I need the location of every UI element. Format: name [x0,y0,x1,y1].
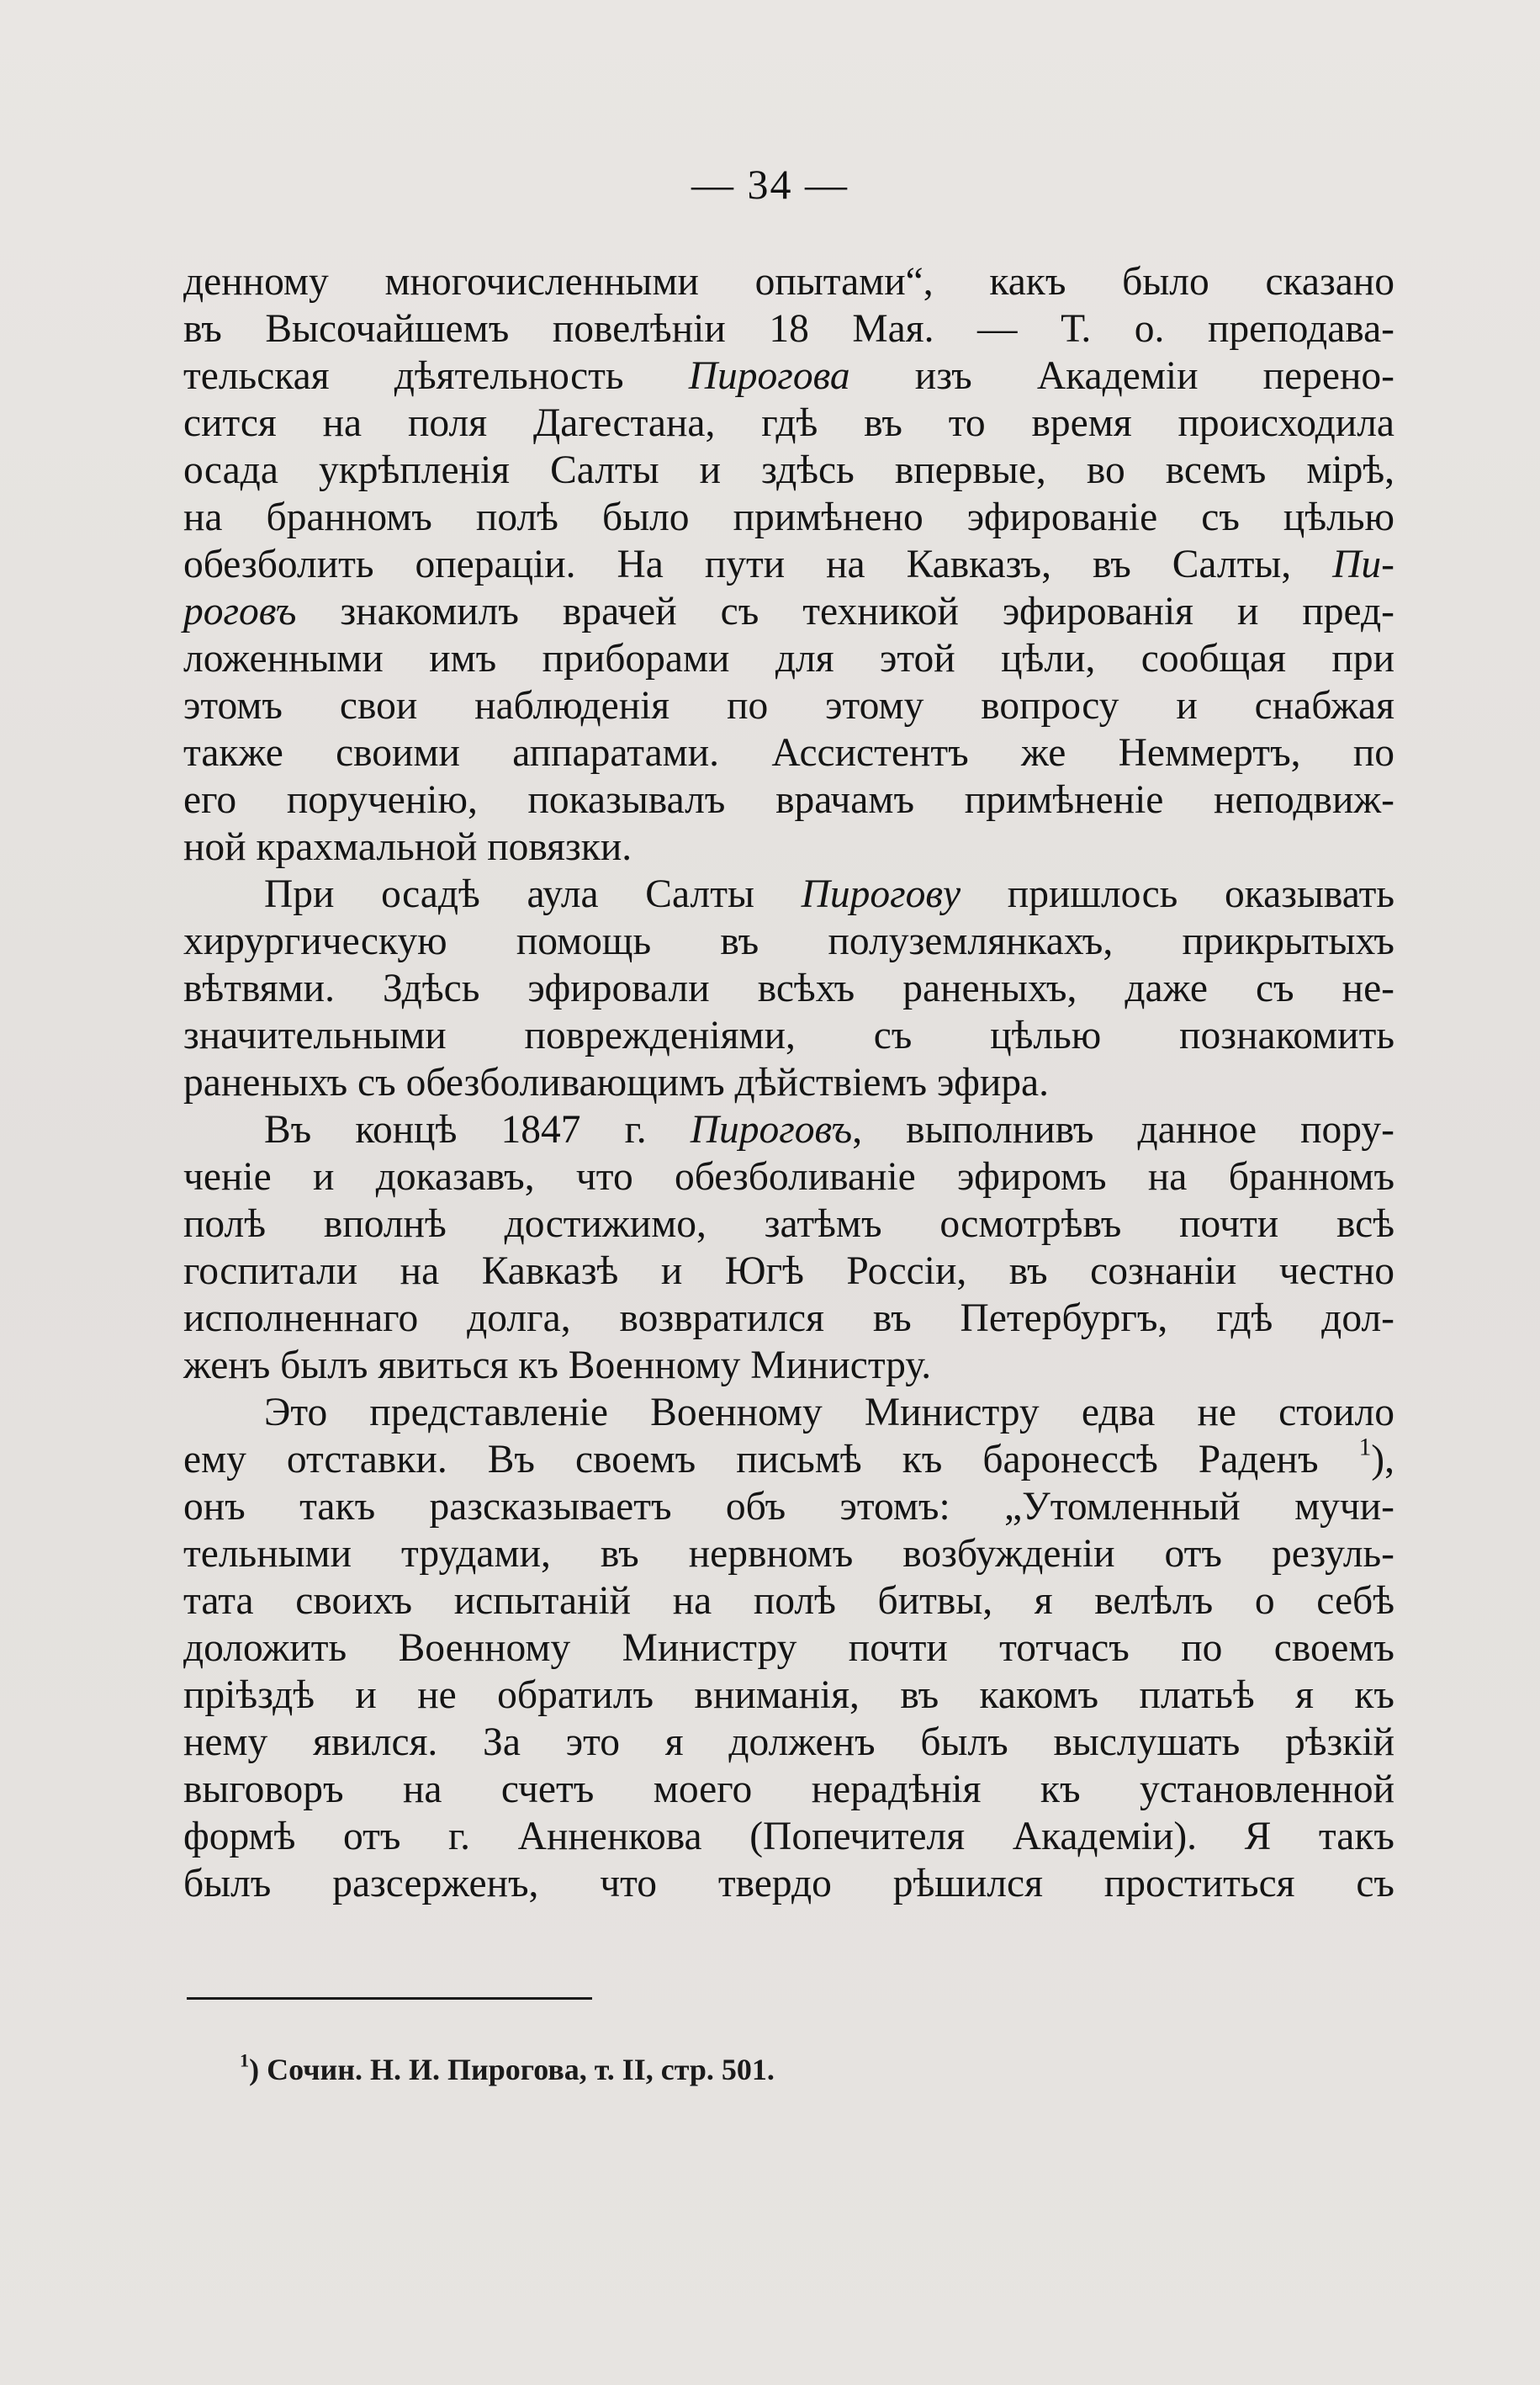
text-line: ченіе и доказавъ, что обезболиваніе эфиромъ на бранномъ [183,1155,1394,1199]
italic-name: роговъ [183,590,297,633]
text-line: денному многочисленными опытами“, какъ было сказано [183,260,1394,304]
italic-name: Пироговъ [690,1108,853,1152]
body-text [183,258,1394,1907]
footnote-text: ) Сочин. Н. И. Пирогова, т. II, стр. 501. [249,2053,775,2086]
text-line: исполненнаго долга, возвратился въ Петербургъ, гдѣ дол- [183,1296,1394,1340]
text-line: тельская дѣятельность Пирогова изъ Академіи перено- [183,354,1394,398]
text-line: Это представленіе Военному Министру едва не стоило [264,1391,1394,1434]
text-line: формѣ отъ г. Анненкова (Попечителя Академіи). Я такъ [183,1815,1394,1858]
text-line: вѣтвями. Здѣсь эфировали всѣхъ раненыхъ, даже съ не- [183,967,1394,1010]
text-line: женъ былъ явиться къ Военному Министру. [183,1344,932,1387]
text-line: выговоръ на счетъ моего нерадѣнія къ установленной [183,1768,1394,1811]
italic-name: Пирогову [801,872,961,916]
text-line: онъ такъ разсказываетъ объ этомъ: „Утомленный мучи- [183,1485,1394,1529]
text-line: осада укрѣпленія Салты и здѣсь впервые, во всемъ мірѣ, [183,448,1394,492]
text-line: полѣ вполнѣ достижимо, затѣмъ осмотрѣвъ почти всѣ [183,1202,1394,1246]
text-line: раненыхъ съ обезболивающимъ дѣйствіемъ эфира. [183,1061,1049,1105]
text-line: хирургическую помощь въ полуземлянкахъ, прикрытыхъ [183,920,1394,963]
text-line: значительными поврежденіями, съ цѣлью познакомить [183,1014,1394,1057]
text-line: При осадѣ аула Салты Пирогову пришлось оказывать [264,872,1394,916]
text-line: роговъ знакомилъ врачей съ техникой эфированія и пред- [183,590,1394,633]
footnote-reference: 1 [1358,1434,1372,1461]
text-line: пріѣздѣ и не обратилъ вниманія, въ какомъ платьѣ я къ [183,1673,1394,1717]
text-line: нему явился. За это я долженъ былъ выслушать рѣзкій [183,1720,1394,1764]
text-line: на бранномъ полѣ было примѣнено эфированіе съ цѣлью [183,496,1394,539]
text-line: его порученію, показывалъ врачамъ примѣненіе неподвиж- [183,778,1394,822]
text-line: обезболить операціи. На пути на Кавказъ, въ Салты, Пи- [183,543,1394,586]
text-line: Въ концѣ 1847 г. Пироговъ, выполнивъ данное пору- [264,1108,1394,1152]
footnote-marker: 1 [240,2049,250,2071]
text-line: ной крахмальной повязки. [183,825,632,869]
text-line: ему отставки. Въ своемъ письмѣ къ баронессѣ Раденъ $^1$), [183,1434,1394,1481]
text-line: доложить Военному Министру почти тотчасъ по своемъ [183,1626,1394,1670]
text-line: госпитали на Кавказѣ и Югѣ Россіи, въ сознаніи честно [183,1249,1394,1293]
text-line: былъ разсерженъ, что твердо рѣшился проститься съ [183,1862,1394,1905]
page-number: — 34 — [691,161,849,208]
text-line: въ Высочайшемъ повелѣніи 18 Мая. — Т. о. преподава- [183,307,1394,351]
text-line: ложенными имъ приборами для этой цѣли, сообщая при [183,637,1394,681]
text-line: тата своихъ испытаній на полѣ битвы, я велѣлъ о себѣ [183,1579,1394,1623]
footnote [240,2049,1333,2090]
text-line: этомъ свои наблюденія по этому вопросу и снабжая [183,684,1394,728]
text-line: сится на поля Дагестана, гдѣ въ то время происходила [183,401,1394,445]
text-line: также своими аппаратами. Ассистентъ же Неммертъ, по [183,731,1394,775]
italic-name: Пирогова [688,354,850,398]
text-line: тельными трудами, въ нервномъ возбужденіи отъ резуль- [183,1532,1394,1576]
footnote-separator [187,1997,592,2000]
italic-name: Пи- [1332,543,1394,586]
